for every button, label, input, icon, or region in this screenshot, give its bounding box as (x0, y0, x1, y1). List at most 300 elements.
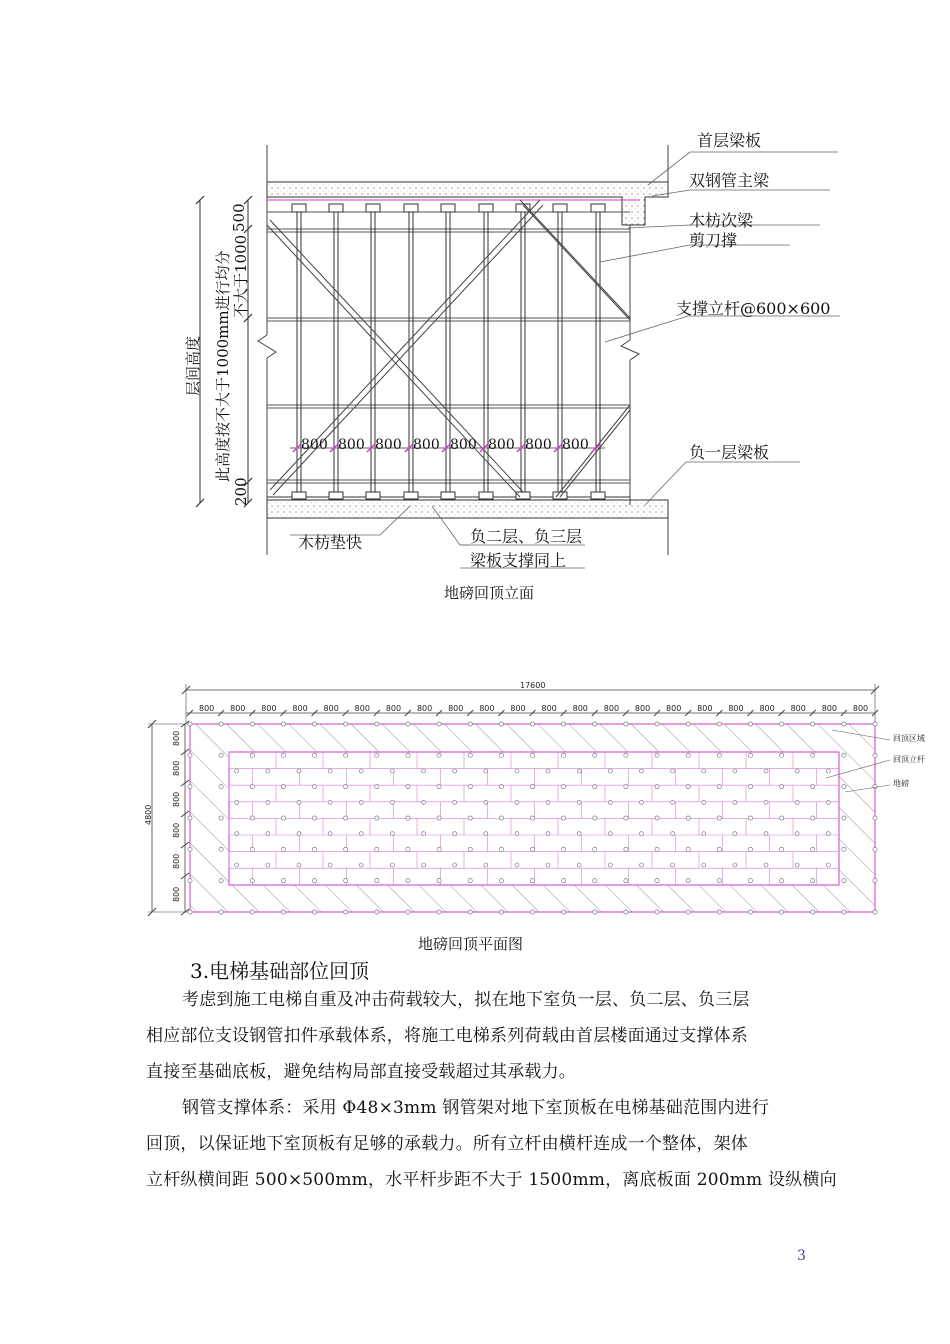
plan-pole (328, 769, 332, 773)
plan-pole (406, 879, 410, 883)
plan-pole (188, 753, 192, 757)
plan-pole (281, 910, 285, 914)
plan-pole (779, 847, 783, 851)
plan-pole (717, 816, 721, 820)
plan-pole (686, 785, 690, 789)
plan-pole (671, 832, 675, 836)
plan-pole (312, 785, 316, 789)
plan-total-height: 4800 (144, 804, 153, 825)
plan-pole (562, 785, 566, 789)
plan-pole (484, 769, 488, 773)
plan-pole (281, 785, 285, 789)
plan-pole (717, 847, 721, 851)
plan-pole (686, 753, 690, 757)
spacing-label: 800 (338, 437, 365, 453)
plan-pole (811, 785, 815, 789)
plan-top-dim: 800 (821, 704, 837, 713)
plan-pole (811, 722, 815, 726)
section-heading: 3.电梯基础部位回顶 (190, 959, 370, 983)
plan-pole (577, 832, 581, 836)
plan-pole (219, 910, 223, 914)
legend-area: 回顶区域 (893, 734, 925, 743)
spacing-label: 800 (375, 437, 402, 453)
plan-pole (250, 785, 254, 789)
plan-pole (188, 879, 192, 883)
plan-pole (359, 769, 363, 773)
plan-caption: 地磅回顶平面图 (418, 935, 524, 953)
plan-pole (515, 800, 519, 804)
label-main-beam: 双钢管主梁 (689, 171, 770, 190)
plan-pole (406, 722, 410, 726)
plan-pole (748, 847, 752, 851)
plan-pole (312, 847, 316, 851)
spacing-label: 800 (562, 437, 589, 453)
plan-pole (873, 910, 877, 914)
spacing-label: 800 (301, 437, 328, 453)
plan-pole (250, 722, 254, 726)
plan-pole (468, 847, 472, 851)
plan-pole (219, 816, 223, 820)
plan-pole (811, 816, 815, 820)
plan-pole (842, 847, 846, 851)
plan-top-dim: 800 (728, 704, 744, 713)
plan-pole (733, 863, 737, 867)
plan-pole (250, 879, 254, 883)
plan-top-dim: 800 (790, 704, 806, 713)
plan-pole (468, 785, 472, 789)
plan-pole (312, 910, 316, 914)
plan-pole (312, 879, 316, 883)
plan-pole (530, 785, 534, 789)
plan-pole (686, 722, 690, 726)
plan-pole (422, 800, 426, 804)
plan-pole (577, 769, 581, 773)
plan-pole (842, 879, 846, 883)
plan-pole (266, 769, 270, 773)
dim-bottom: 200 (232, 477, 250, 506)
plan-pole (779, 753, 783, 757)
plan-pole (235, 863, 239, 867)
plan-pole (453, 832, 457, 836)
plan-pole (235, 832, 239, 836)
plan-pole (250, 910, 254, 914)
split-note-2: 不大于1000 (232, 234, 250, 318)
plan-pole (562, 847, 566, 851)
plan-pole (655, 847, 659, 851)
plan-pole (717, 879, 721, 883)
split-note-1: 此高度按不大于1000mm进行均分 (214, 250, 232, 482)
dim-top: 500 (230, 203, 248, 232)
paragraph-line: 相应部位支设钢管扣件承载体系，将施工电梯系列荷载由首层楼面通过支撑体系 (146, 1026, 748, 1046)
plan-pole (437, 753, 441, 757)
plan-pole (484, 863, 488, 867)
plan-pole (344, 722, 348, 726)
plan-pole (748, 753, 752, 757)
paragraph-line: 回顶，以保证地下室顶板有足够的承载力。所有立杆由横杆连成一个整体，架体 (146, 1134, 748, 1154)
plan-pole (826, 863, 830, 867)
plan-pole (562, 910, 566, 914)
plan-top-dim: 800 (354, 704, 370, 713)
plan-left-dim: 800 (172, 822, 181, 838)
plan-pole (702, 800, 706, 804)
plan-pole (297, 800, 301, 804)
plan-pole (312, 722, 316, 726)
plan-pole (499, 910, 503, 914)
label-pole: 支撑立杆@600×600 (676, 299, 831, 318)
plan-pole (375, 816, 379, 820)
plan-pole (764, 832, 768, 836)
plan-pole (375, 879, 379, 883)
plan-pole (437, 910, 441, 914)
plan-pole (562, 816, 566, 820)
plan-pole (624, 879, 628, 883)
plan-pole (811, 847, 815, 851)
plan-pole (795, 769, 799, 773)
floor-height-label: 层间高度 (184, 335, 202, 396)
plan-pole (562, 879, 566, 883)
plan-pole (437, 879, 441, 883)
plan-pole (359, 863, 363, 867)
plan-pole (297, 769, 301, 773)
plan-pole (795, 800, 799, 804)
plan-pole (764, 863, 768, 867)
plan-pole (468, 879, 472, 883)
plan-pole (484, 832, 488, 836)
plan-pole (250, 816, 254, 820)
plan-pole (624, 722, 628, 726)
plan-pole (826, 800, 830, 804)
plan-pole (655, 879, 659, 883)
plan-total-width: 17600 (520, 681, 546, 690)
plan-pole (686, 879, 690, 883)
plan-pole (422, 832, 426, 836)
plan-pole (562, 722, 566, 726)
plan-pole (312, 816, 316, 820)
plan-pole (219, 753, 223, 757)
plan-pole (250, 847, 254, 851)
plan-pole (437, 847, 441, 851)
plan-top-dim: 800 (448, 704, 464, 713)
plan-pole (530, 722, 534, 726)
plan-pole (608, 800, 612, 804)
plan-pole (219, 879, 223, 883)
plan-pole (390, 769, 394, 773)
plan-pole (655, 910, 659, 914)
plan-pole (250, 753, 254, 757)
plan-pole (733, 800, 737, 804)
plan-pole (499, 816, 503, 820)
spacing-label: 800 (488, 437, 515, 453)
plan-pole (375, 785, 379, 789)
plan-pole (468, 816, 472, 820)
plan-top-dim: 800 (323, 704, 339, 713)
plan-pole (624, 816, 628, 820)
plan-pole (359, 832, 363, 836)
plan-pole (671, 863, 675, 867)
plan-pole (344, 879, 348, 883)
plan-pole (468, 722, 472, 726)
plan-left-dim: 800 (172, 760, 181, 776)
plan-pole (188, 722, 192, 726)
plan-pole (188, 910, 192, 914)
plan-pole (639, 863, 643, 867)
plan-pole (779, 910, 783, 914)
plan-pole (344, 753, 348, 757)
plan-pole (422, 863, 426, 867)
plan-pole (328, 832, 332, 836)
plan-pole (328, 863, 332, 867)
plan-top-dim: 800 (541, 704, 557, 713)
plan-pole (390, 800, 394, 804)
plan-pole (826, 832, 830, 836)
plan-top-dim: 800 (572, 704, 588, 713)
plan-pole (826, 769, 830, 773)
plan-pole (188, 816, 192, 820)
plan-pole (779, 816, 783, 820)
plan-pole (344, 910, 348, 914)
plan-pole (375, 753, 379, 757)
plan-pole (219, 847, 223, 851)
plan-pole (484, 800, 488, 804)
plan-pole (686, 910, 690, 914)
plan-pole (422, 769, 426, 773)
plan-pole (717, 753, 721, 757)
plan-pole (344, 785, 348, 789)
plan-pole (795, 832, 799, 836)
spacing-label: 800 (413, 437, 440, 453)
plan-top-dim: 800 (759, 704, 775, 713)
plan-pole (515, 832, 519, 836)
plan-pole (655, 722, 659, 726)
plan-pole (593, 816, 597, 820)
plan-pole (842, 910, 846, 914)
plan-pole (530, 847, 534, 851)
paragraph-line: 直接至基础底板，避免结构局部直接受载超过其承载力。 (146, 1062, 576, 1082)
plan-pole (359, 800, 363, 804)
plan-pole (219, 722, 223, 726)
plan-pole (811, 753, 815, 757)
plan-pole (546, 832, 550, 836)
plan-pole (546, 769, 550, 773)
plan-pole (390, 832, 394, 836)
plan-pole (764, 800, 768, 804)
plan-pole (779, 785, 783, 789)
plan-pole (281, 847, 285, 851)
plan-pole (499, 847, 503, 851)
plan-pole (453, 863, 457, 867)
plan-pole (530, 816, 534, 820)
plan-pole (390, 863, 394, 867)
plan-pole (437, 785, 441, 789)
plan-pole (764, 769, 768, 773)
spacing-label: 800 (450, 437, 477, 453)
plan-pole (655, 753, 659, 757)
plan-pole (686, 847, 690, 851)
plan-top-dim: 800 (292, 704, 308, 713)
plan-pole (546, 863, 550, 867)
plan-pole (188, 785, 192, 789)
plan-pole (593, 753, 597, 757)
plan-pole (437, 722, 441, 726)
plan-pole (873, 753, 877, 757)
plan-top-dim: 800 (385, 704, 402, 713)
plan-pole (312, 753, 316, 757)
plan-pole (281, 722, 285, 726)
plan-pole (671, 769, 675, 773)
plan-pole (593, 910, 597, 914)
plan-pole (717, 910, 721, 914)
plan-pole (655, 785, 659, 789)
plan-pole (235, 800, 239, 804)
plan-pole (655, 816, 659, 820)
plan-pole (375, 910, 379, 914)
plan-pole (499, 753, 503, 757)
paragraph-line: 立杆纵横间距 500×500mm，水平杆步距不大于 1500mm，离底板面 200mm 设纵横向 (146, 1170, 837, 1190)
plan-top-dim: 800 (697, 704, 713, 713)
plan-pole (624, 910, 628, 914)
plan-pole (811, 910, 815, 914)
plan-pole (624, 753, 628, 757)
plan-pole (842, 816, 846, 820)
plan-pole (515, 863, 519, 867)
plan-pole (842, 722, 846, 726)
plan-pole (562, 753, 566, 757)
plan-pole (468, 910, 472, 914)
plan-pole (748, 816, 752, 820)
plan-pole (328, 800, 332, 804)
plan-pole (873, 847, 877, 851)
plan-pole (375, 722, 379, 726)
plan-pole (593, 879, 597, 883)
plan-top-dim: 800 (666, 704, 682, 713)
plan-pole (406, 753, 410, 757)
plan-pole (344, 847, 348, 851)
plan-pole (499, 879, 503, 883)
plan-pole (842, 785, 846, 789)
plan-left-dim: 800 (172, 853, 181, 869)
plan-pole (266, 863, 270, 867)
plan-pole (188, 847, 192, 851)
plan-pole (281, 816, 285, 820)
plan-pole (811, 879, 815, 883)
plan-pole (795, 863, 799, 867)
plan-pole (235, 769, 239, 773)
plan-pole (406, 910, 410, 914)
plan-top-dim: 800 (199, 704, 215, 713)
plan-pole (406, 847, 410, 851)
plan-left-dim: 800 (172, 791, 181, 807)
plan-top-dim: 800 (479, 704, 495, 713)
legend-scale: 地磅 (893, 779, 909, 788)
plan-pole (266, 800, 270, 804)
plan-top-dim: 800 (852, 704, 869, 713)
label-brace: 剪刀撑 (689, 231, 738, 250)
plan-pole (577, 863, 581, 867)
plan-pole (499, 722, 503, 726)
plan-pole (639, 769, 643, 773)
plan-pole (702, 832, 706, 836)
plan-pole (437, 816, 441, 820)
plan-pole (593, 847, 597, 851)
plan-pole (686, 816, 690, 820)
label-note-2: 梁板支撑同上 (470, 551, 567, 570)
plan-top-dim: 800 (416, 704, 433, 713)
plan-pole (530, 753, 534, 757)
label-secondary-beam: 木枋次梁 (689, 211, 754, 230)
plan-pole (671, 800, 675, 804)
plan-top-dim: 800 (603, 704, 620, 713)
label-note-1: 负二层、负三层 (470, 527, 583, 546)
plan-pole (515, 769, 519, 773)
plan-pole (639, 832, 643, 836)
plan-pole (702, 863, 706, 867)
plan-pole (344, 816, 348, 820)
plan-pole (608, 832, 612, 836)
plan-pole (281, 753, 285, 757)
plan-pole (499, 785, 503, 789)
plan-top-dim: 800 (230, 704, 246, 713)
plan-pole (873, 879, 877, 883)
plan-pole (608, 863, 612, 867)
plan-pole (779, 722, 783, 726)
plan-pole (624, 847, 628, 851)
plan-pole (530, 879, 534, 883)
page-number: 3 (797, 1248, 806, 1264)
plan-left-dim: 800 (172, 886, 181, 902)
plan-top-dim: 800 (261, 704, 277, 713)
label-b1-slab: 负一层梁板 (689, 443, 770, 462)
plan-pole (624, 785, 628, 789)
plan-top-dim: 800 (634, 704, 651, 713)
plan-pole (748, 785, 752, 789)
plan-pole (266, 832, 270, 836)
plan-pole (297, 863, 301, 867)
plan-pole (577, 800, 581, 804)
plan-pole (453, 769, 457, 773)
plan-pole (702, 769, 706, 773)
plan-pole (639, 800, 643, 804)
plan-pole (406, 816, 410, 820)
plan-pole (733, 769, 737, 773)
plan-pole (593, 785, 597, 789)
spacing-label: 800 (525, 437, 552, 453)
plan-pole (842, 753, 846, 757)
plan-top-dim: 800 (510, 704, 526, 713)
plan-pole (748, 910, 752, 914)
plan-pole (717, 722, 721, 726)
plan-pole (281, 879, 285, 883)
plan-pole (873, 816, 877, 820)
elevation-caption: 地磅回顶立面 (444, 584, 535, 602)
plan-pole (593, 722, 597, 726)
paragraph-line: 考虑到施工电梯自重及冲击荷载较大，拟在地下室负一层、负二层、负三层 (182, 990, 750, 1010)
legend-pole: 回顶立杆 (893, 755, 925, 764)
label-pad: 木枋垫快 (298, 533, 363, 552)
label-top-slab: 首层梁板 (697, 131, 762, 150)
plan-pole (779, 879, 783, 883)
plan-pole (530, 910, 534, 914)
plan-pole (733, 832, 737, 836)
plan-pole (219, 785, 223, 789)
plan-pole (608, 769, 612, 773)
plan-pole (748, 722, 752, 726)
paragraph-line: 钢管支撑体系：采用 Φ48×3mm 钢管架对地下室顶板在电梯基础范围内进行 (182, 1098, 770, 1118)
plan-pole (748, 879, 752, 883)
plan-pole (873, 785, 877, 789)
plan-pole (873, 722, 877, 726)
plan-pole (468, 753, 472, 757)
plan-left-dim: 800 (172, 730, 181, 746)
